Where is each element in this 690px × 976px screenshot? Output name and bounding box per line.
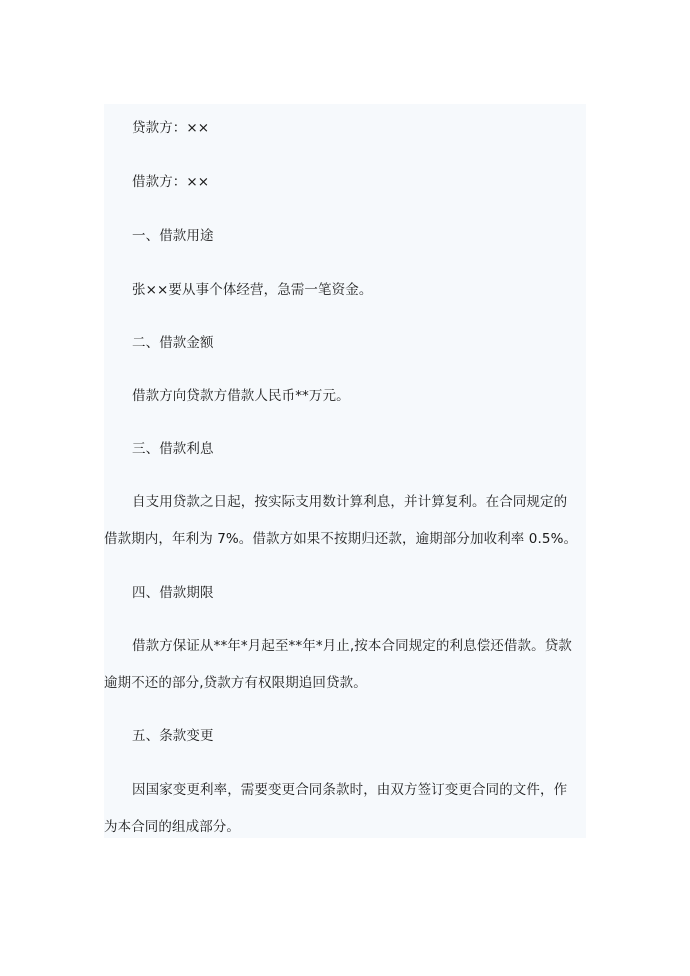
section4-heading: 四、借款期限 [132,585,214,601]
section3-body-line2: 借款期内，年利为 7%。借款方如果不按期归还款，逾期部分加收利率 0.5%。 [104,531,578,547]
section5-body-line2: 为本合同的组成部分。 [104,819,240,835]
section4-body-line1: 借款方保证从**年*月起至**年*月止,按本合同规定的利息偿还借款。贷款 [132,638,572,654]
section5-body-line1: 因国家变更利率，需要变更合同条款时，由双方签订变更合同的文件，作 [132,782,568,798]
section3-heading: 三、借款利息 [132,441,214,457]
borrower-line: 借款方：×× [132,174,210,190]
section2-body: 借款方向贷款方借款人民币**万元。 [132,388,350,404]
section5-heading: 五、条款变更 [132,728,214,744]
section1-body: 张××要从事个体经营，急需一笔资金。 [132,282,373,298]
section3-body-line1: 自支用贷款之日起，按实际支用数计算利息，并计算复利。在合同规定的 [132,494,568,510]
section2-heading: 二、借款金额 [132,335,214,351]
lender-line: 贷款方：×× [132,120,210,136]
section1-heading: 一、借款用途 [132,228,214,244]
section4-body-line2: 逾期不还的部分,贷款方有权限期追回贷款。 [104,675,367,691]
